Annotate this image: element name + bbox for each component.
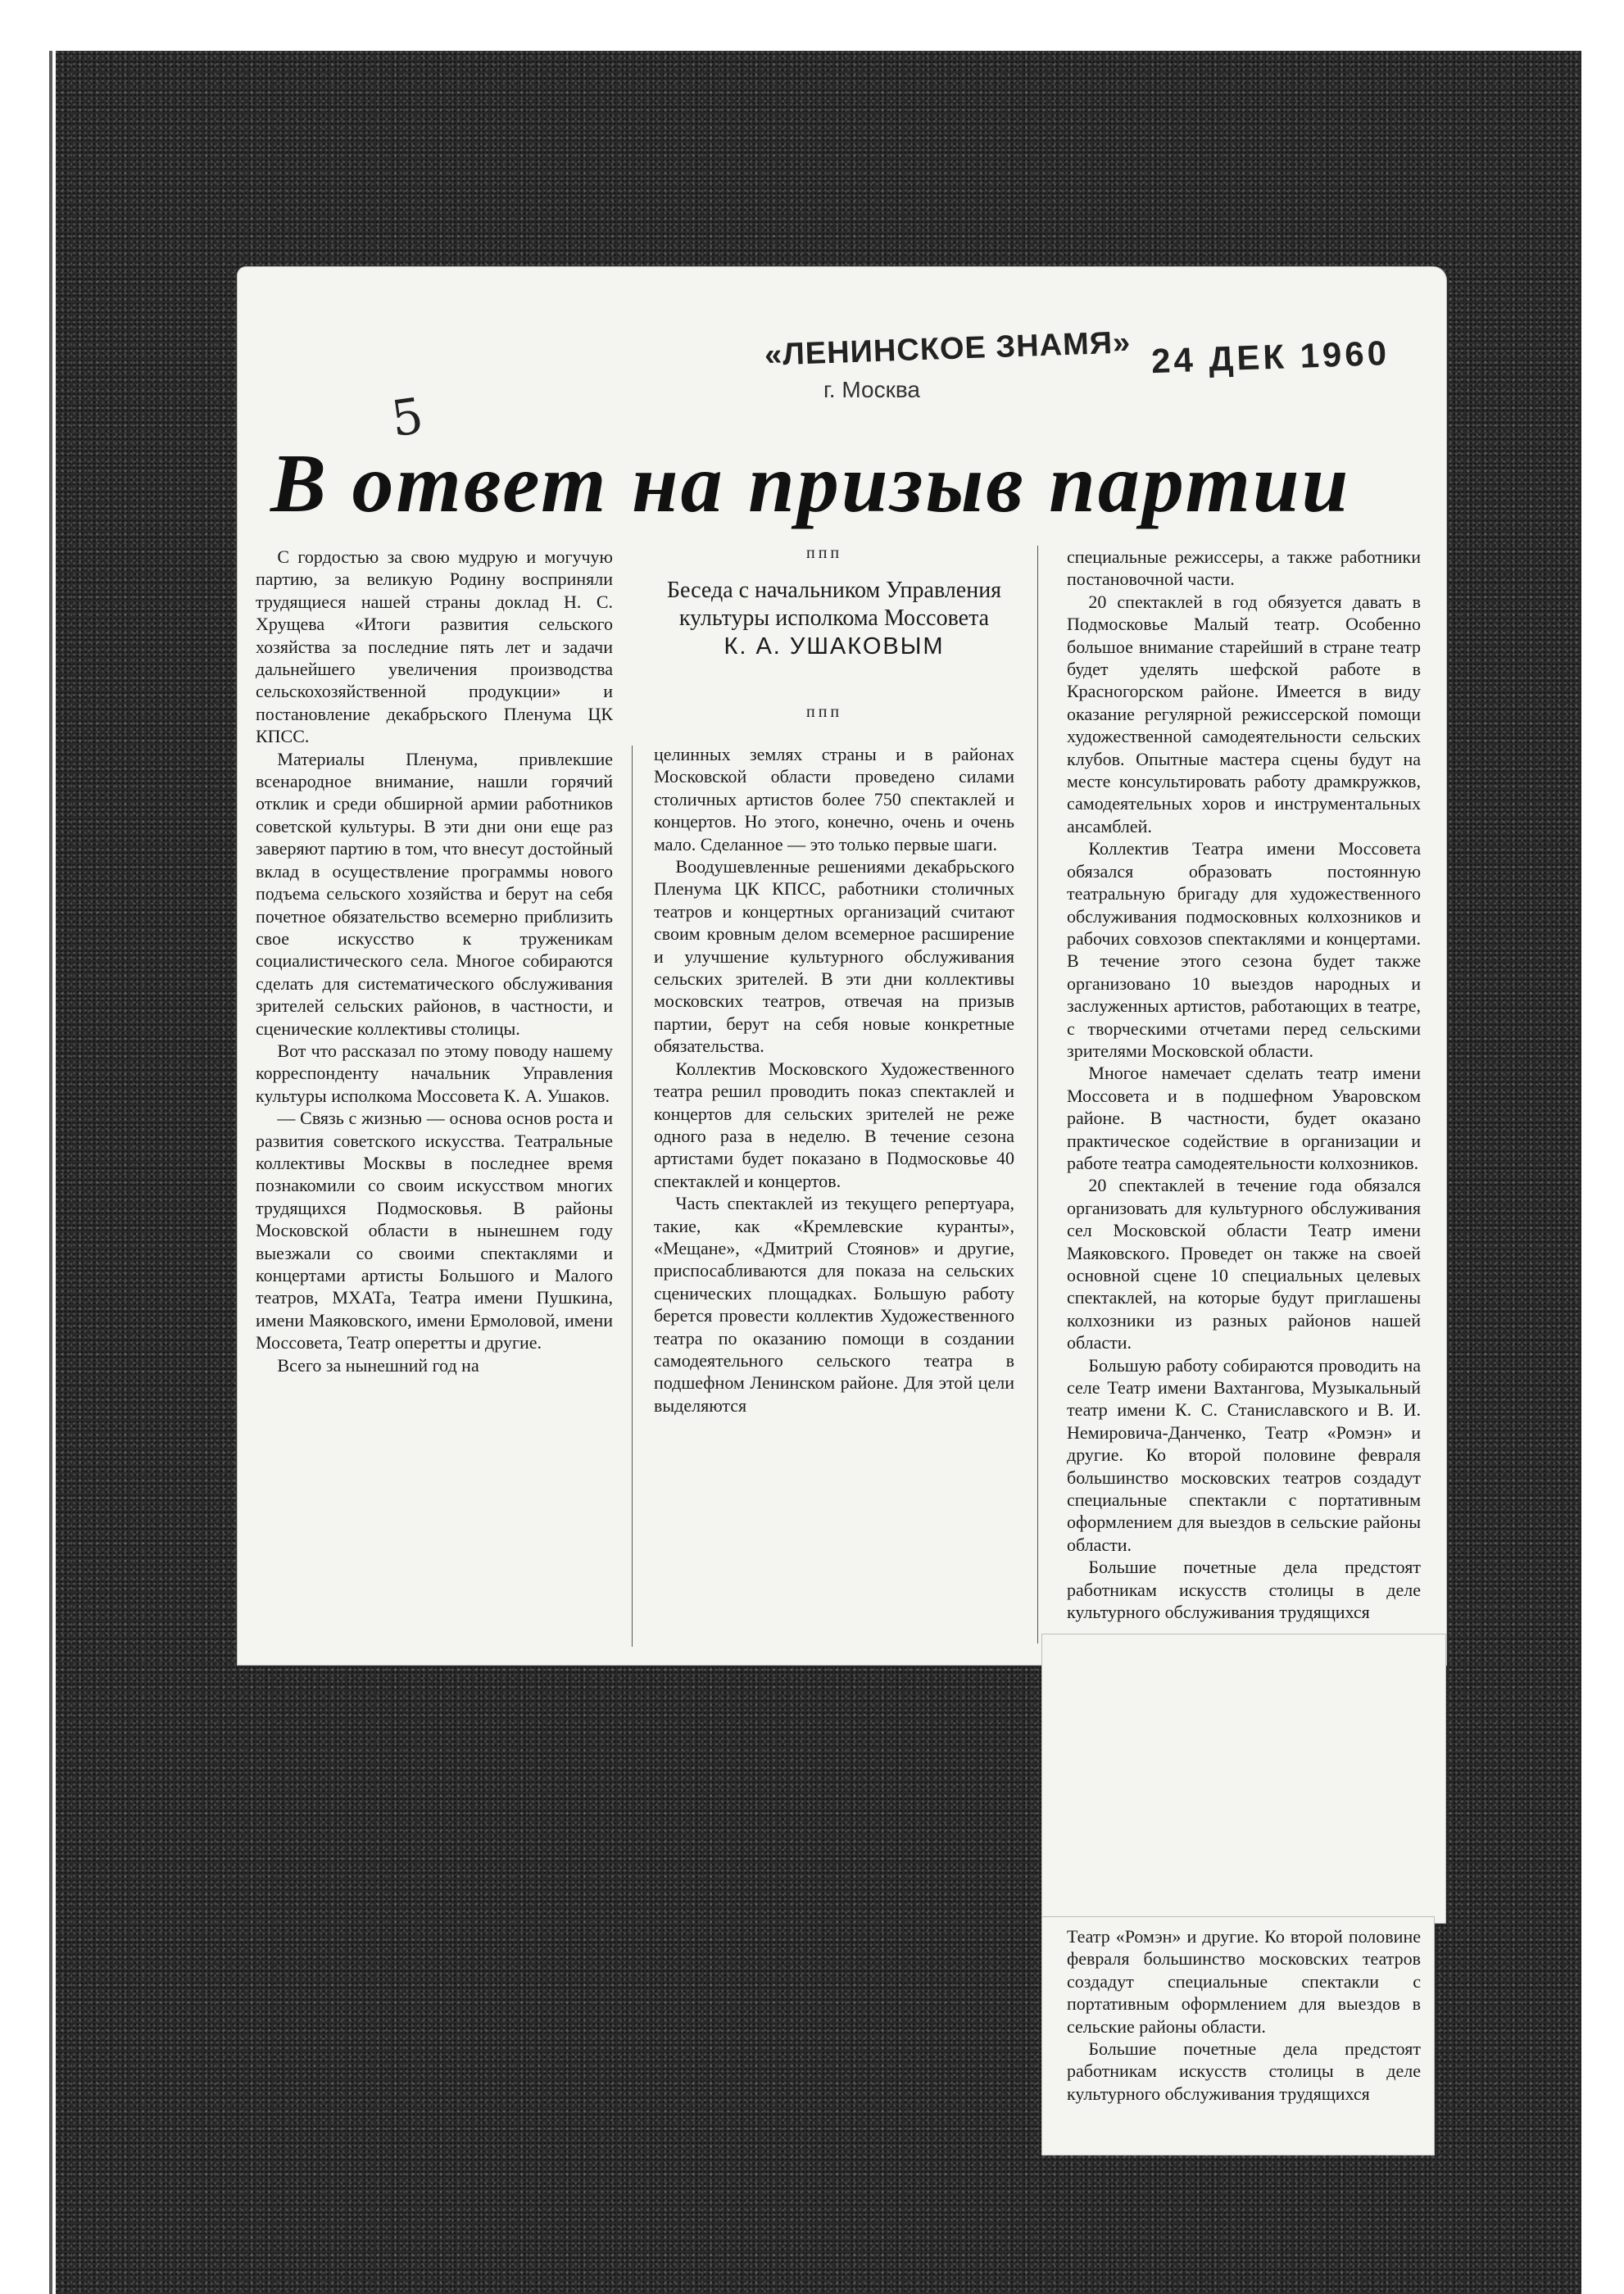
column-rule bbox=[1037, 546, 1038, 1643]
paragraph: Воодушевленные решениями декабрьского Пленума ЦК КПСС, работники столичных театров и концертных организаций считают своим кровным делом всемерное расширение и улучшение культурного обслуживания сельских зрителей. В эти дни коллективы московских театров, отвечая на призыв партии, берут на себя новые конкретные обязательства. bbox=[654, 856, 1014, 1057]
paragraph: Часть спектаклей из текущего репертуара, такие, как «Кремлевские куранты», «Мещане», «Дмитрий Стоянов» и другие, приспосабливаются для показа на сельских сценических площадках. Большую работу берется провести коллектив Художественного театра по оказанию помощи в создании самодеятельного сельского театра в подшефном Ленинском районе. Для этой цели выделяются bbox=[654, 1193, 1014, 1416]
column-rule bbox=[632, 746, 633, 1647]
date-stamp: 24 ДЕК 1960 bbox=[1150, 333, 1390, 381]
newspaper-masthead: «ЛЕНИНСКОЕ ЗНАМЯ» bbox=[764, 325, 1132, 373]
paragraph: Большие почетные дела предстоят работникам искусств столицы в деле культурного обслуживания трудящихся bbox=[1067, 1557, 1421, 1623]
paragraph: специальные режиссеры, а также работники постановочной части. bbox=[1067, 546, 1421, 590]
paragraph: целинных землях страны и в районах Московской области проведено силами столичных артистов более 750 спектаклей и концертов. Но этого, конечно, очень и очень мало. Сделанное — это только первые шаги. bbox=[654, 744, 1014, 855]
newspaper-city: г. Москва bbox=[823, 377, 920, 402]
paragraph: 20 спектаклей в год обязуется давать в Подмосковье Малый театр. Особенно большое внимание старейший в стране театр будет уделять шефской работе в Красногорском районе. Имеется в виду оказание регулярной режиссерской помощи художественной самодеятельности сельских клубов. Опытные мастера сцены будут на месте консультировать работу драмкружков, самодеятельных хоров и инструментальных ансамблей. bbox=[1067, 591, 1421, 836]
ornament-top: ппп bbox=[806, 544, 843, 562]
paragraph: Коллектив Московского Художественного театра решил проводить показ спектаклей и концертов для сельских зрителей не реже одного раза в неделю. В течение сезона артистами будет показано в Подмосковье 40 спектаклей и концертов. bbox=[654, 1058, 1014, 1191]
article-column-3 bbox=[1067, 546, 1421, 1624]
clipping-column-continuation bbox=[1042, 1634, 1445, 1923]
article-column-3-duplicate bbox=[1067, 1925, 1421, 2105]
paragraph: Коллектив Театра имени Моссовета обязался образовать постоянную театральную бригаду для художественного обслуживания подмосковных колхозников и рабочих совхозов спектаклями и концертами. В течение этого сезона будет также организовано 10 выездов народных и заслуженных артистов, работающих в театре, с творческими отчетами перед сельскими зрителями Московской области. bbox=[1067, 838, 1421, 1061]
interview-name: К. А. УШАКОВЫМ bbox=[724, 633, 945, 660]
paragraph: — Связь с жизнью — основа основ роста и развития советского искусства. Театральные коллективы Москвы в последнее время познакомили со своим искусством многих трудящихся Подмосковья. В районы Московской области в нынешнем году выезжали со своими спектаклями и концертами артисты Большого и Малого театров, МХАТа, Театра имени Пушкина, имени Маяковского, имени Ермоловой, имени Моссовета, Театр оперетты и другие. bbox=[256, 1108, 613, 1353]
ornament-bottom: ппп bbox=[806, 703, 843, 721]
paragraph: Большие почетные дела предстоят работникам искусств столицы в деле культурного обслуживания трудящихся bbox=[1067, 2038, 1421, 2104]
paragraph: Вот что рассказал по этому поводу нашему корреспонденту начальник Управления культуры исполкома Моссовета К. А. Ушаков. bbox=[256, 1040, 613, 1106]
interview-block bbox=[654, 577, 1014, 660]
paragraph: Материалы Пленума, привлекшие всенародное внимание, нашли горячий отклик и среди обширной армии работников советской культуры. В эти дни они еще раз заверяют партию в том, что внесут достойный вклад в осуществление программы нового подъема сельского хозяйства и берут на себя почетное обязательство всемерно приблизить свое искусство к труженикам социалистического села. Многое собираются сделать для систематического обслуживания зрителей сельских районов, в частности, и сценические коллективы столицы. bbox=[256, 748, 613, 1039]
article-headline: В ответ на призыв партии bbox=[270, 437, 1351, 530]
handwritten-number: 5 bbox=[388, 387, 427, 449]
paragraph: Театр «Ромэн» и другие. Ко второй половине февраля большинство московских театров создадут специальные спектакли с портативным оформлением для выездов в сельские районы области. bbox=[1067, 1926, 1421, 2037]
paragraph: Всего за нынешний год на bbox=[277, 1354, 479, 1376]
article-column-2 bbox=[654, 743, 1014, 1417]
scan-edge bbox=[49, 51, 52, 2294]
article-column-1 bbox=[256, 546, 613, 1376]
paragraph: С гордостью за свою мудрую и могучую партию, за великую Родину восприняли трудящиеся нашей страны доклад Н. С. Хрущева «Итоги развития сельского хозяйства за последние пять лет и задачи дальнейшего увеличения производства сельскохозяйственной продукции» и постановление декабрьского Пленума ЦК КПСС. bbox=[256, 546, 613, 747]
paragraph: Большую работу собираются проводить на селе Театр имени Вахтангова, Музыкальный театр имени К. С. Станиславского и В. И. Немировича-Данченко, Театр «Ромэн» и другие. Ко второй половине февраля большинство московских театров создадут специальные спектакли с портативным оформлением для выездов в сельские районы области. bbox=[1067, 1354, 1421, 1555]
interview-intro: Беседа с начальником Управления культуры исполкома Моссовета bbox=[666, 578, 1002, 631]
paragraph: Многое намечает сделать театр имени Моссовета и в подшефном Уваровском районе. В частности, будет оказано практическое содействие в организации и работе театра самодеятельности колхозников. bbox=[1067, 1063, 1421, 1173]
paragraph: 20 спектаклей в течение года обязался организовать для культурного обслуживания сел Московской области Театр имени Маяковского. Проведет он также на своей основной сцене 10 специальных целевых спектаклей, на которые будут приглашены колхозники из разных районов нашей области. bbox=[1067, 1175, 1421, 1353]
